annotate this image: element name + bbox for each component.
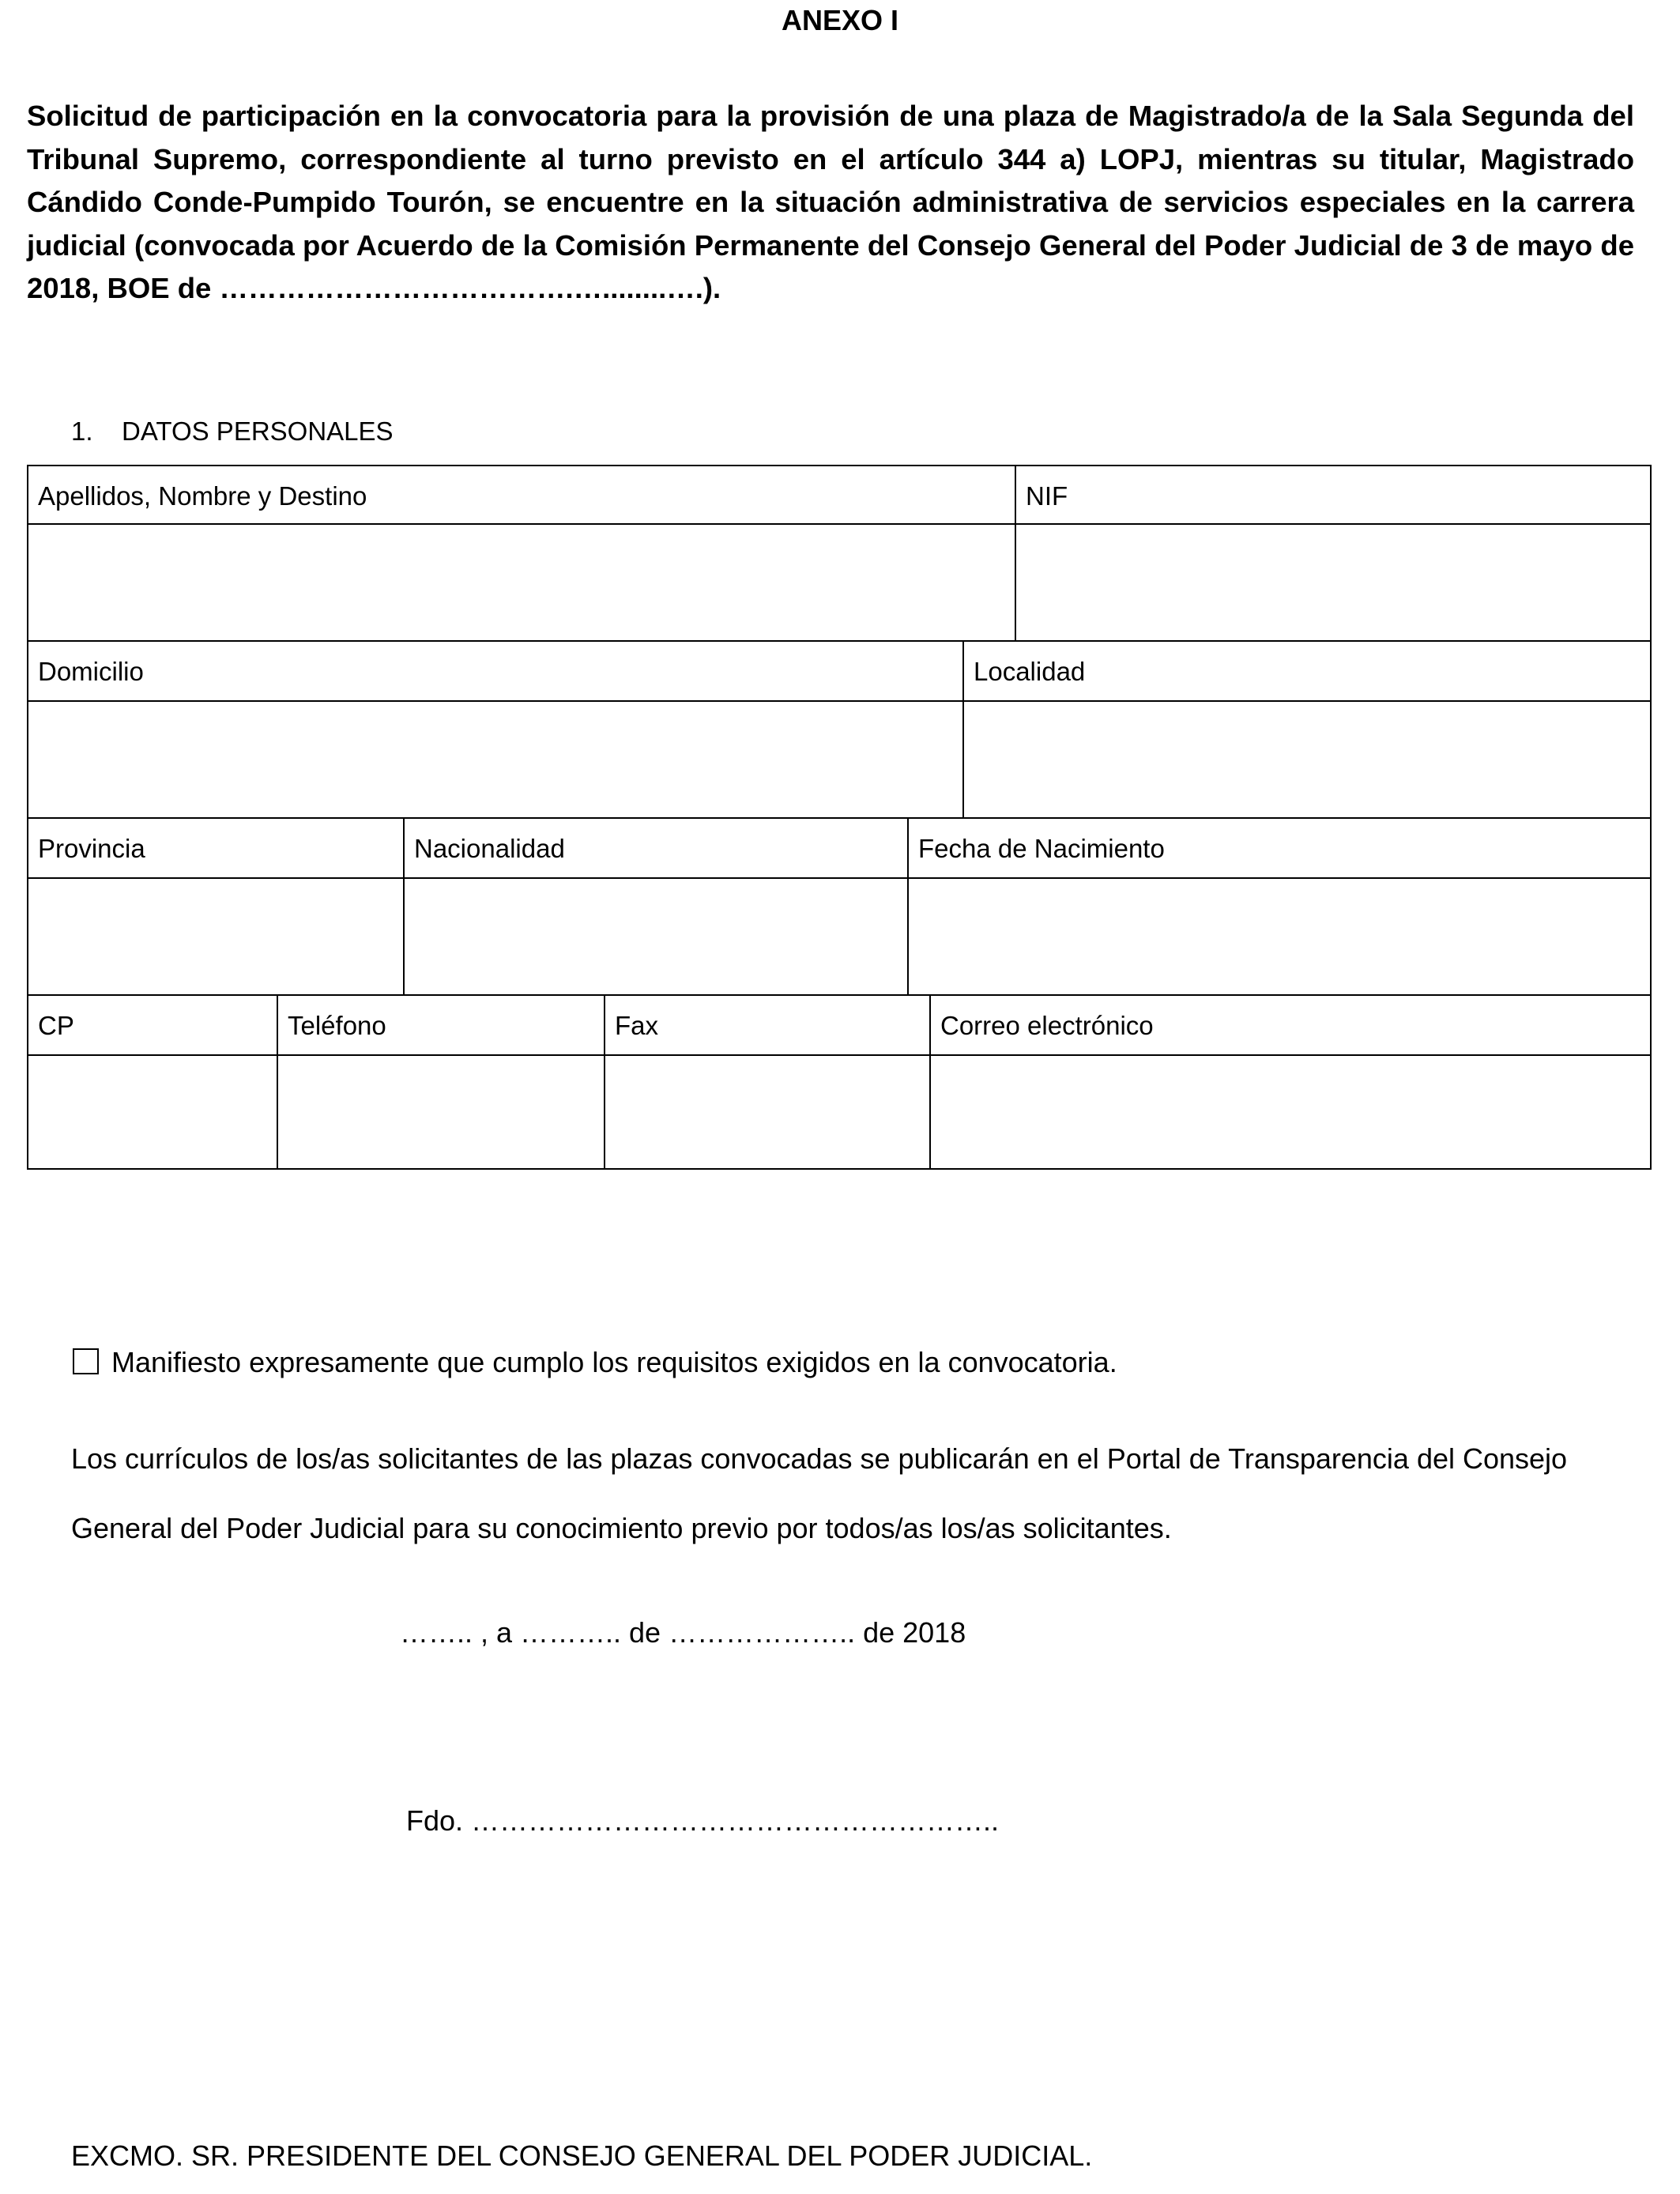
requirements-declaration [73,1345,1117,1380]
document-title: ANEXO I [781,4,899,36]
domicilio-header-cell [27,640,964,702]
fax-label: Fax [615,1011,659,1040]
document-heading: Solicitud de participación en la convocatoria para la provisión de una plaza de Magistrado/a de la Sala Segunda del Tribunal Supremo, correspondiente al turno previsto en el artículo 344 a) LOPJ, mientras su titular, Magistrado Cándido Conde-Pumpido Tourón, se encuentre en la situación administrativa de servicios especiales en la carrera judicial (convocada por Acuerdo de la Comisión Permanente del Consejo General del Poder Judicial de 3 de mayo de 2018, BOE de ……………………………….…........….). [27,100,1634,304]
provincia-label: Provincia [38,834,145,863]
correo-input[interactable] [929,1054,1652,1170]
section-number: 1. [71,417,93,446]
fax-input[interactable] [604,1054,931,1170]
localidad-input[interactable] [962,700,1652,819]
nif-input[interactable] [1015,523,1652,642]
localidad-label: Localidad [974,657,1086,686]
section-title: DATOS PERSONALES [122,417,394,446]
apellidos-input[interactable] [27,523,1016,642]
telefono-input[interactable] [277,1054,605,1170]
requirements-checkbox-label: Manifiesto expresamente que cumplo los requisitos exigidos en la convocatoria. [111,1346,1117,1378]
telefono-label: Teléfono [288,1011,386,1040]
nif-header-cell [1015,465,1652,525]
transparency-notice: Los currículos de los/as solicitantes de las plazas convocadas se publicarán en el Portal de Transparencia del Consejo General del Poder Judicial para su conocimiento previo por todos/as los/as solicitantes. [71,1442,1568,1544]
section-heading [71,414,394,449]
signature-line: Fdo. ……………………………………………….. [406,1804,1000,1837]
apellidos-label: Apellidos, Nombre y Destino [38,481,367,511]
nacionalidad-input[interactable] [403,877,909,996]
domicilio-label: Domicilio [38,657,144,686]
fecha-nacimiento-label: Fecha de Nacimiento [918,834,1165,863]
cp-label: CP [38,1011,74,1040]
domicilio-input[interactable] [27,700,964,819]
date-line: …….. , a ……….. de ……………….. de 2018 [400,1616,966,1649]
requirements-checkbox[interactable] [73,1348,99,1374]
correo-label: Correo electrónico [940,1011,1154,1040]
fecha-nacimiento-input[interactable] [907,877,1652,996]
nacionalidad-label: Nacionalidad [414,834,565,863]
provincia-input[interactable] [27,877,405,996]
addressee: EXCMO. SR. PRESIDENTE DEL CONSEJO GENERAL DEL PODER JUDICIAL. [71,2139,1093,2172]
nif-label: NIF [1026,481,1068,511]
cp-input[interactable] [27,1054,278,1170]
